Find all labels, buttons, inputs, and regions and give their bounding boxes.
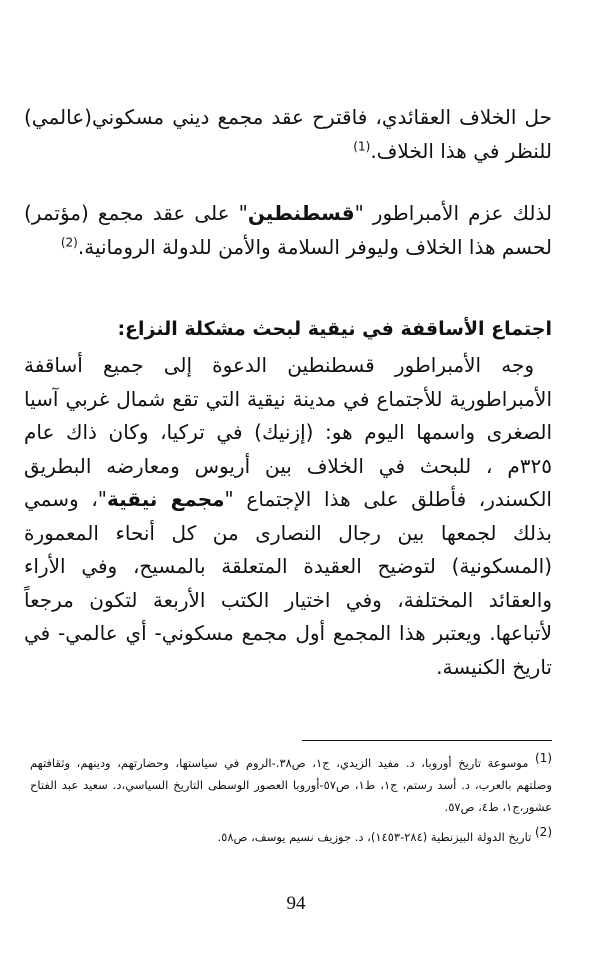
footnote-ref-1: (1)	[353, 138, 371, 153]
paragraph-1-text: حل الخلاف العقائدي، فاقترح عقد مجمع ديني مسكوني(عالمي) للنظر في هذا الخلاف.	[24, 105, 552, 163]
paragraph-3-text-end: "، وسمي بذلك لجمعها بين رجال النصارى من كل أنحاء المعمورة (المسكونية) لتوضيح العقيدة المتعلقة بالمسيح، وفي الأراء والعقائد المختلفة، وفي اختيار الكتب الأربعة لتكون مرجعاً لأتباعها. ويعتبر هذا المجمع أول مجمع مسكوني- أي عالمي- في تاريخ الكنيسة.	[24, 487, 552, 679]
emperor-name: قسطنطين	[247, 201, 355, 225]
paragraph-3-text-start: وجه الأمبراطور قسطنطين الدعوة إلى جميع أساقفة الأمبراطورية للأجتماع في مدينة نيقية التي تقع شمال غربي آسيا الصغرى واسمها اليوم هو: (إزنيك) في تركيا، وكان ذاك عام ٣٢٥م ، للبحث في الخلاف بين أريوس ومعارضه البطريق الكسندر، فأطلق على هذا الإجتماع "	[24, 353, 552, 511]
page-number: 94	[286, 893, 306, 914]
paragraph-1	[24, 101, 552, 168]
section-heading: اجتماع الأساقفة في نيقية لبحث مشكلة النزاع:	[117, 318, 552, 340]
footnote-1-text: موسوعة تاريخ أوروبا، د. مفيد الزيدي، ج١، ص٣٨.-الروم في سياستها، وحضارتهم، ودينهم، وثقافتهم وصلتهم بالعرب، د. أسد رستم، ج١، ط١، ص٥٧-أوروبا العصور الوسطى التاريخ السياسي،د. سعيد عبد الفتاح عشور،ج١، ط٤، ص٥٧.	[30, 756, 552, 814]
footnote-1	[30, 752, 552, 818]
footnote-2-text: تاريخ الدولة البيزنطية (٢٨٤-١٤٥٣)، د. جوزيف نسيم يوسف، ص٥٨.	[217, 830, 532, 844]
footnote-2-marker: (2)	[534, 825, 552, 840]
footnote-1-marker: (1)	[535, 751, 553, 766]
paragraph-2-text-start: لذلك عزم الأمبراطور "	[354, 201, 553, 225]
paragraph-2-text-end: " على عقد مجمع (مؤتمر) لحسم هذا الخلاف وليوفر السلامة والأمن للدولة الرومانية.	[24, 201, 552, 259]
footnote-divider	[302, 740, 552, 741]
footnote-2	[30, 826, 552, 848]
paragraph-3	[24, 349, 552, 684]
footnote-ref-2: (2)	[60, 234, 78, 249]
council-name: مجمع نيقية	[107, 487, 225, 511]
paragraph-2	[24, 197, 552, 264]
